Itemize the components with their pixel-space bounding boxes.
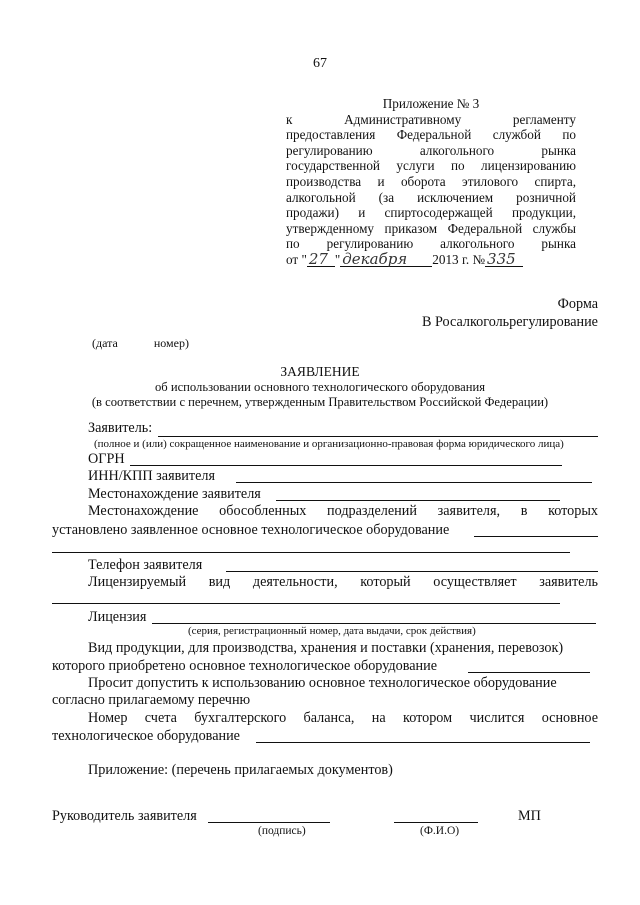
statement-subtitle-note: (в соответствии с перечнем, утвержденным Правительством Российской Федерации): [91, 395, 549, 409]
stamp-place: МП: [518, 808, 541, 824]
annex-from-prefix: от ": [286, 251, 307, 267]
request-text-line2: согласно прилагаемому перечню: [52, 692, 251, 708]
attachment-text: Приложение: (перечень прилагаемых документов): [88, 762, 393, 778]
signature-note: (подпись): [258, 825, 306, 837]
ogrn-line: [130, 465, 562, 466]
request-text-line1: Просит допустить к использованию основное технологическое оборудование: [88, 675, 557, 691]
annex-line-1: к Административному регламенту: [286, 111, 576, 127]
annex-day-handwritten: 27: [307, 253, 335, 267]
annex-line-3: регулированию алкогольного рынка: [286, 142, 576, 158]
annex-month-handwritten: декабря: [340, 253, 432, 267]
location-label: Местонахождение заявителя: [88, 486, 261, 502]
license-note: (серия, регистрационный номер, дата выдачи, срок действия): [188, 625, 476, 637]
annex-line-5: производства и оборота этилового спирта,: [286, 173, 576, 189]
annex-title: Приложение № 3: [382, 96, 480, 111]
branches-line-a: [474, 536, 598, 537]
fio-line: [394, 822, 478, 823]
addressee: В Росалкогольрегулирование: [422, 314, 598, 330]
product-text-line1: Вид продукции, для производства, хранения и поставки (хранения, перевозок): [88, 640, 564, 656]
applicant-name-line: [158, 436, 598, 437]
location-line: [276, 500, 560, 501]
annex-line-8: утвержденному приказом Федеральной службы: [286, 220, 576, 236]
annex-line-9: по регулированию алкогольного рынка: [286, 236, 576, 252]
account-text-line2: технологическое оборудование: [52, 728, 240, 744]
branches-text-line2: установлено заявленное основное технологическое оборудование: [52, 522, 450, 538]
annex-block: [286, 96, 576, 268]
date-label: (дата: [92, 336, 118, 350]
date-number-label: [92, 336, 225, 351]
inn-kpp-label: ИНН/КПП заявителя: [88, 468, 216, 484]
number-label: номер): [153, 336, 189, 350]
license-label: Лицензия: [88, 609, 147, 625]
statement-subtitle: об использовании основного технологического оборудования: [155, 380, 485, 394]
signature-line: [208, 822, 330, 823]
statement-title: ЗАЯВЛЕНИЕ: [280, 364, 360, 379]
account-line: [256, 742, 590, 743]
fio-note: (Ф.И.О): [420, 825, 460, 837]
branches-line-b: [52, 552, 570, 553]
phone-line: [226, 571, 598, 572]
product-line: [468, 672, 590, 673]
annex-order-number-handwritten: 335: [485, 253, 523, 267]
annex-year-text: 2013 г. №: [432, 251, 486, 267]
head-label: Руководитель заявителя: [52, 808, 197, 824]
product-text-line2: которого приобретено основное технологическое оборудование: [52, 658, 437, 674]
activity-text: Лицензируемый вид деятельности, который осуществляет заявитель: [88, 574, 598, 590]
annex-line-4: государственной услуги по лицензированию: [286, 158, 576, 174]
page-number: 67: [313, 56, 327, 71]
applicant-label: Заявитель:: [88, 420, 153, 436]
inn-kpp-line: [236, 482, 592, 483]
annex-from-quote: ": [334, 251, 341, 267]
activity-line: [52, 603, 560, 604]
annex-line-2: предоставления Федеральной службой по: [286, 127, 576, 143]
annex-line-6: алкогольной (за исключением розничной: [286, 189, 576, 205]
annex-date-line: [286, 249, 576, 268]
annex-line-7: продажи) и спиртосодержащей продукции,: [286, 205, 576, 221]
phone-label: Телефон заявителя: [88, 557, 203, 573]
ogrn-label: ОГРН: [88, 451, 125, 467]
applicant-note: (полное и (или) сокращенное наименование и организационно-правовая форма юридического лица): [94, 438, 564, 450]
branches-text-line1: Местонахождение обособленных подразделений заявителя, в которых: [88, 503, 598, 519]
license-line: [152, 623, 596, 624]
form-label: Форма: [557, 296, 598, 312]
account-text-line1: Номер счета бухгалтерского баланса, на котором числится основное: [88, 710, 598, 726]
